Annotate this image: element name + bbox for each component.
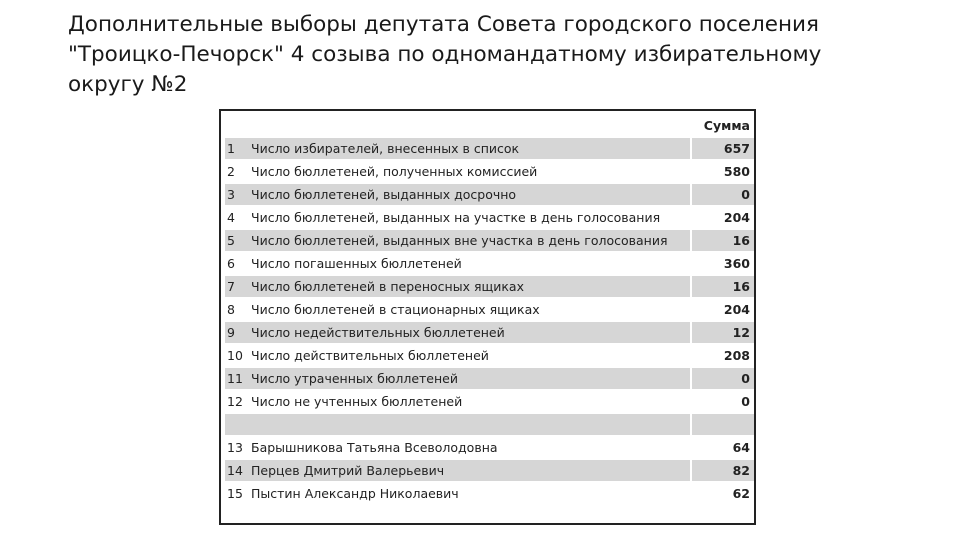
table-row [225, 138, 754, 161]
row-value: 16 [690, 276, 754, 299]
row-value: 0 [690, 184, 754, 207]
row-number: 7 [225, 276, 251, 299]
row-value: 204 [690, 299, 754, 322]
row-value: 16 [690, 230, 754, 253]
title-line-1: Дополнительные выборы депутата Совета городского поселения [68, 12, 819, 37]
row-label: Число недействительных бюллетеней [251, 322, 690, 345]
candidate-name: Барышникова Татьяна Всеволодовна [251, 437, 690, 460]
table-row [225, 276, 754, 299]
candidate-votes: 62 [690, 483, 754, 506]
table-row [225, 345, 754, 368]
table-row [225, 253, 754, 276]
row-label: Число избирателей, внесенных в список [251, 138, 690, 161]
row-number: 2 [225, 161, 251, 184]
row-number: 5 [225, 230, 251, 253]
row-number: 6 [225, 253, 251, 276]
table-row [225, 299, 754, 322]
candidate-name: Перцев Дмитрий Валерьевич [251, 460, 690, 483]
table-row [225, 184, 754, 207]
row-label: Число бюллетеней в стационарных ящиках [251, 299, 690, 322]
header-num [225, 115, 251, 138]
candidate-votes: 82 [690, 460, 754, 483]
row-value: 208 [690, 345, 754, 368]
row-value: 204 [690, 207, 754, 230]
row-label: Число действительных бюллетеней [251, 345, 690, 368]
row-value: 0 [690, 391, 754, 414]
row-label: Число бюллетеней, выданных досрочно [251, 184, 690, 207]
row-number: 11 [225, 368, 251, 391]
table-row [225, 322, 754, 345]
row-value: 657 [690, 138, 754, 161]
row-number: 1 [225, 138, 251, 161]
table-row [225, 391, 754, 414]
row-label: Число утраченных бюллетеней [251, 368, 690, 391]
table-spacer-row [225, 414, 754, 437]
header-label [251, 115, 690, 138]
row-number: 9 [225, 322, 251, 345]
candidate-row [225, 483, 754, 506]
row-value: 0 [690, 368, 754, 391]
title-line-3: округу №2 [68, 72, 188, 97]
table-row [225, 207, 754, 230]
row-label: Число погашенных бюллетеней [251, 253, 690, 276]
row-number: 4 [225, 207, 251, 230]
table-row [225, 230, 754, 253]
candidate-row [225, 437, 754, 460]
header-sum: Сумма [690, 115, 754, 138]
results-table [225, 115, 754, 506]
row-label: Число бюллетеней в переносных ящиках [251, 276, 690, 299]
row-number: 14 [225, 460, 251, 483]
results-table-frame [219, 109, 756, 525]
title-line-2: "Троицко-Печорск" 4 созыва по одномандатному избирательному [68, 42, 822, 67]
row-value: 580 [690, 161, 754, 184]
row-number: 12 [225, 391, 251, 414]
row-value: 360 [690, 253, 754, 276]
table-header-row [225, 115, 754, 138]
table-body [225, 138, 754, 506]
row-value: 12 [690, 322, 754, 345]
row-number: 3 [225, 184, 251, 207]
row-number: 8 [225, 299, 251, 322]
row-label: Число бюллетеней, выданных вне участка в день голосования [251, 230, 690, 253]
candidate-name: Пыстин Александр Николаевич [251, 483, 690, 506]
candidate-votes: 64 [690, 437, 754, 460]
row-number: 13 [225, 437, 251, 460]
row-number: 10 [225, 345, 251, 368]
row-number: 15 [225, 483, 251, 506]
page-title [68, 10, 928, 100]
table-row [225, 368, 754, 391]
row-label: Число не учтенных бюллетеней [251, 391, 690, 414]
row-label: Число бюллетеней, выданных на участке в день голосования [251, 207, 690, 230]
table-row [225, 161, 754, 184]
candidate-row [225, 460, 754, 483]
row-label: Число бюллетеней, полученных комиссией [251, 161, 690, 184]
